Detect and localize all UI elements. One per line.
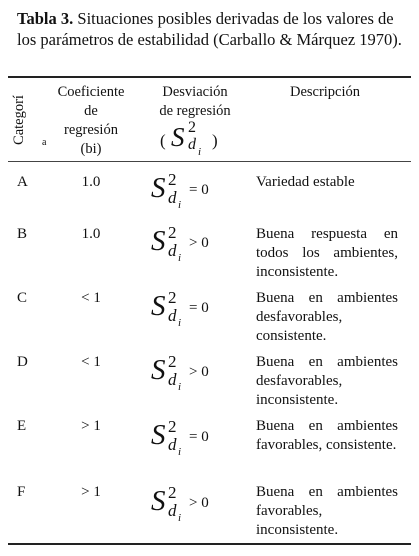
row-a-description: Variedad estable — [256, 174, 355, 190]
bottom-rule — [8, 543, 411, 545]
formula-sup: 2 — [168, 170, 177, 189]
header-coef-line4: (bi) — [80, 141, 102, 157]
header-paren-close: ) — [212, 131, 218, 150]
row-d-category: D — [17, 354, 28, 370]
row-a-category: A — [17, 174, 28, 190]
formula-relation: > 0 — [189, 364, 209, 380]
row-c-description: Buena en ambientes desfavorables, consistente. — [256, 290, 398, 344]
row-d-formula — [151, 354, 231, 396]
caption-text: Situaciones posibles derivadas de los valores de los parámetros de estabilidad (Carballo & Márquez 1970). — [17, 9, 402, 49]
header-categoria-suffix: a — [42, 137, 47, 148]
formula-symbol: S — [151, 419, 166, 451]
formula-sub: d — [168, 306, 177, 325]
formula-subsub: i — [178, 199, 182, 211]
formula-relation: = 0 — [189, 182, 209, 198]
formula-symbol: S — [151, 225, 166, 257]
formula-subsub: i — [178, 381, 182, 393]
formula-symbol: S — [151, 485, 166, 517]
header-coef-line1: Coeficiente — [57, 84, 125, 100]
formula-subsub: i — [178, 317, 182, 329]
row-f-coefficient: > 1 — [81, 484, 101, 500]
header-symbol-sup: 2 — [188, 119, 196, 136]
row-b-coefficient: 1.0 — [81, 226, 101, 242]
formula-sub: d — [168, 370, 177, 389]
header-paren-open: ( — [160, 131, 166, 150]
header-categoria: Categorí — [11, 95, 27, 145]
formula-sup: 2 — [168, 223, 177, 242]
formula-sub: d — [168, 435, 177, 454]
header-desv-line1: Desviación — [162, 84, 228, 100]
header-desv-line2: de regresión — [159, 103, 231, 119]
header-coef-line3: regresión — [64, 122, 118, 138]
row-e-coefficient: > 1 — [81, 418, 101, 434]
header-coef-line2: de — [84, 103, 98, 119]
formula-relation: = 0 — [189, 429, 209, 445]
formula-subsub: i — [178, 252, 182, 264]
header-desviacion-symbol — [160, 119, 240, 162]
row-e-category: E — [17, 418, 27, 434]
formula-sub: d — [168, 188, 177, 207]
formula-sup: 2 — [168, 417, 177, 436]
header-symbol-sub: d — [188, 136, 196, 153]
row-f-formula — [151, 485, 231, 527]
row-f-category: F — [17, 484, 26, 500]
row-c-formula — [151, 290, 231, 332]
row-d-description: Buena en ambientes desfavorables, inconsistente. — [256, 354, 398, 408]
formula-sub: d — [168, 241, 177, 260]
formula-sup: 2 — [168, 483, 177, 502]
row-e-formula — [151, 419, 231, 461]
formula-relation: > 0 — [189, 495, 209, 511]
header-rule — [8, 161, 411, 162]
formula-symbol: S — [151, 290, 166, 322]
row-c-coefficient: < 1 — [81, 290, 101, 306]
row-e-description: Buena en ambientes favorables, consistente. — [256, 418, 398, 453]
row-b-description: Buena respuesta en todos los ambientes, inconsistente. — [256, 226, 398, 280]
formula-relation: = 0 — [189, 300, 209, 316]
header-coeficiente — [50, 83, 132, 159]
formula-relation: > 0 — [189, 235, 209, 251]
header-symbol-s: S — [171, 122, 185, 152]
row-b-category: B — [17, 226, 28, 242]
row-d-coefficient: < 1 — [81, 354, 101, 370]
formula-sub: d — [168, 501, 177, 520]
top-rule — [8, 76, 411, 78]
formula-sup: 2 — [168, 352, 177, 371]
formula-subsub: i — [178, 512, 182, 524]
row-c-category: C — [17, 290, 28, 306]
row-a-coefficient: 1.0 — [81, 174, 101, 190]
row-a-formula — [151, 172, 231, 214]
row-f-description: Buena en ambientes favorables, inconsistente. — [256, 484, 398, 538]
formula-subsub: i — [178, 446, 182, 458]
header-descripcion: Descripción — [289, 84, 361, 100]
header-symbol-subsub: i — [198, 146, 202, 158]
formula-symbol: S — [151, 172, 166, 204]
header-desviacion — [145, 83, 245, 121]
formula-sup: 2 — [168, 288, 177, 307]
table-caption — [17, 8, 409, 50]
caption-label: Tabla 3. — [17, 9, 74, 28]
row-b-formula — [151, 225, 231, 267]
formula-symbol: S — [151, 354, 166, 386]
